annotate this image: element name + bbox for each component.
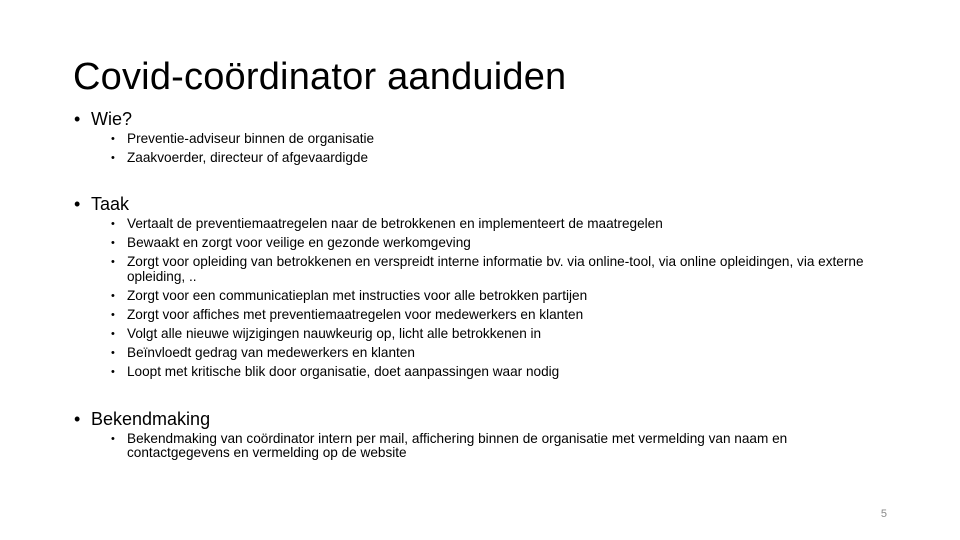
list-item: • Zorgt voor een communicatieplan met instructies voor alle betrokken partijen (111, 289, 881, 304)
section-wie (74, 108, 894, 170)
list-item: • Vertaalt de preventiemaatregelen naar de betrokkenen en implementeert de maatregelen (111, 217, 881, 232)
section-heading-taak: • Taak (74, 193, 894, 215)
section-heading-wie: • Wie? (74, 108, 894, 130)
list-item: • Volgt alle nieuwe wijzigingen nauwkeurig op, licht alle betrokkenen in (111, 327, 881, 342)
section-bekendmaking (74, 408, 894, 465)
slide-title: Covid-coördinator aanduiden (73, 56, 567, 98)
list-item: • Bekendmaking van coördinator intern per mail, affichering binnen de organisatie met vermelding van naam en contactgegevens en vermelding op de website (111, 432, 881, 460)
sub-list-bekendmaking (111, 432, 881, 460)
section-heading-bekendmaking: • Bekendmaking (74, 408, 894, 430)
list-item: • Beïnvloedt gedrag van medewerkers en klanten (111, 346, 881, 361)
sub-list-taak (111, 217, 881, 380)
sub-list-wie (111, 132, 881, 166)
section-taak (74, 193, 894, 384)
list-item: • Loopt met kritische blik door organisatie, doet aanpassingen waar nodig (111, 365, 881, 380)
list-item: • Zorgt voor affiches met preventiemaatregelen voor medewerkers en klanten (111, 308, 881, 323)
page-number: 5 (880, 508, 887, 520)
list-item: • Bewaakt en zorgt voor veilige en gezonde werkomgeving (111, 236, 881, 251)
list-item: • Zaakvoerder, directeur of afgevaardigde (111, 151, 881, 166)
list-item: • Preventie-adviseur binnen de organisatie (111, 132, 881, 147)
list-item: • Zorgt voor opleiding van betrokkenen en verspreidt interne informatie bv. via online-tool, via online opleidingen, via externe opleiding, .. (111, 255, 881, 284)
